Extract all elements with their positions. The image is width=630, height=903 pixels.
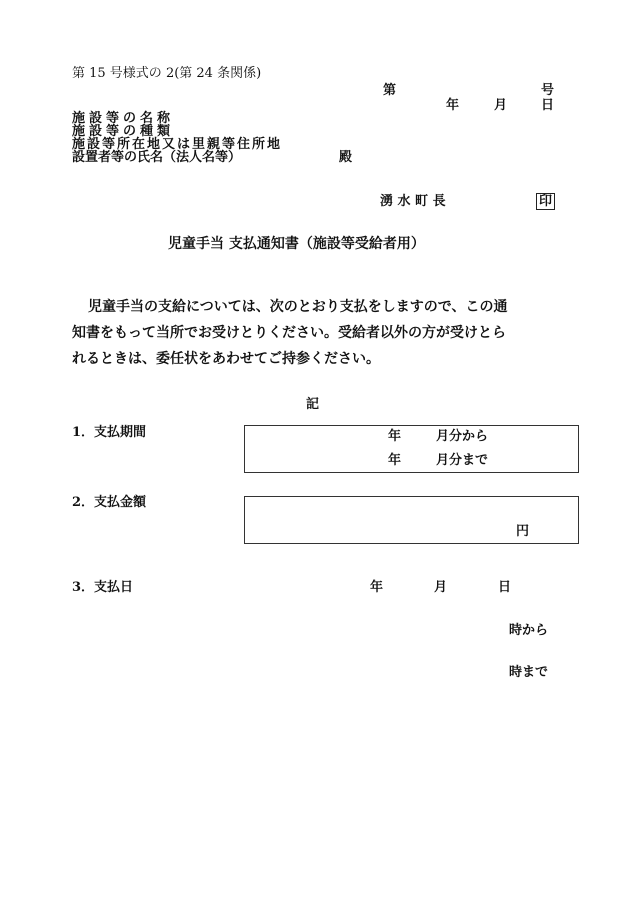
honorific: 殿 [339, 150, 353, 165]
time-from: 時から [509, 623, 549, 638]
paydate-day: 日 [498, 580, 512, 595]
amount-unit: 円 [516, 524, 530, 539]
seal-mark: 印 [536, 193, 555, 210]
address-label: 施設等所在地又は里親等住所地 [72, 137, 283, 152]
date-month: 月 [494, 98, 508, 113]
issuer-name: 湧 水 町 長 [380, 194, 446, 209]
doc-number-suffix: 号 [541, 83, 555, 98]
date-label: 3．支払日 [72, 580, 134, 595]
facility-type-label: 施設等の種類 [72, 124, 175, 139]
founder-name-label: 設置者等の氏名（法人名等） [72, 150, 242, 165]
body-line-2: 知書をもって当所でお受けとりください。受給者以外の方が受けとら [72, 325, 506, 341]
amount-label: 2．支払金額 [72, 495, 147, 510]
facility-name-label: 施設等の名称 [72, 111, 175, 126]
form-number: 第 15 号様式の 2(第 24 条関係) [72, 66, 262, 81]
body-line-3: れるときは、委任状をあわせてご持参ください。 [72, 351, 380, 367]
document-title: 児童手当 支払通知書（施設等受給者用） [168, 236, 425, 252]
doc-number-prefix: 第 [383, 83, 397, 98]
ki-heading: 記 [306, 397, 320, 412]
period-to-text: 月分まで [436, 453, 489, 468]
period-year-to: 年 [388, 453, 402, 468]
date-day: 日 [541, 98, 555, 113]
paydate-month: 月 [434, 580, 448, 595]
period-year-from: 年 [388, 429, 402, 444]
body-line-1: 児童手当の支給については、次のとおり支払をしますので、この通 [88, 299, 508, 315]
time-to: 時まで [509, 665, 549, 680]
date-year: 年 [446, 98, 460, 113]
period-from-text: 月分から [436, 429, 489, 444]
period-label: 1．支払期間 [72, 425, 147, 440]
period-box [244, 425, 579, 473]
paydate-year: 年 [370, 580, 384, 595]
